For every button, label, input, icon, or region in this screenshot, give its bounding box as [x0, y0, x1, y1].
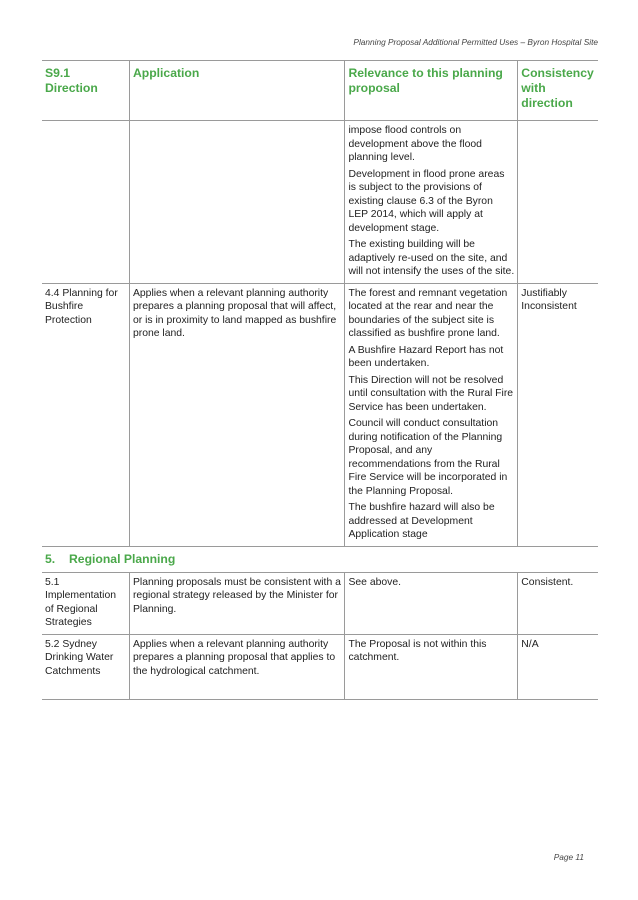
relevance-cell: The Proposal is not within this catchment.	[345, 634, 518, 699]
table-header-row	[42, 61, 598, 121]
relevance-paragraph: The bushfire hazard will also be addressed at Development Application stage	[348, 502, 495, 540]
application-cell: Planning proposals must be consistent with a regional strategy released by the Minister for Planning.	[129, 572, 345, 634]
application-cell	[129, 121, 345, 284]
column-header-direction: S9.1 Direction	[42, 61, 129, 121]
column-header-consistency: Consistency with direction	[518, 61, 598, 121]
relevance-paragraph: A Bushfire Hazard Report has not been undertaken.	[348, 344, 504, 369]
consistency-cell: Justifiably Inconsistent	[518, 283, 598, 546]
direction-cell: 4.4 Planning for Bushfire Protection	[42, 283, 129, 546]
relevance-cell	[345, 121, 518, 284]
section-title: Regional Planning	[69, 551, 176, 566]
consistency-cell	[518, 121, 598, 284]
page-number: Page 11	[553, 852, 584, 862]
section-heading	[42, 546, 598, 572]
direction-cell	[42, 121, 129, 284]
table-row-bushfire	[42, 283, 598, 546]
direction-cell: 5.1 Implementation of Regional Strategies	[42, 572, 129, 634]
relevance-paragraph: The existing building will be adaptively re-used on the site, and will not intensify the uses of the site.	[348, 239, 515, 277]
table-row-flood-continuation	[42, 121, 598, 284]
relevance-cell: See above.	[345, 572, 518, 634]
table-row-regional-strategies	[42, 572, 598, 634]
section-heading-row	[42, 546, 598, 572]
s9-1-directions-table	[42, 60, 598, 700]
table-row-drinking-water	[42, 634, 598, 699]
direction-cell: 5.2 Sydney Drinking Water Catchments	[42, 634, 129, 699]
page-header: Planning Proposal Additional Permitted Uses – Byron Hospital Site	[353, 37, 598, 47]
application-cell: Applies when a relevant planning authority prepares a planning proposal that applies to the hydrological catchment.	[129, 634, 345, 699]
relevance-paragraph: Council will conduct consultation during notification of the Planning Proposal, and any recommendations from the Rural Fire Service will be incorporated in the Planning Proposal.	[348, 418, 508, 497]
section-number: 5.	[45, 551, 56, 566]
relevance-paragraph: This Direction will not be resolved until consultation with the Rural Fire Service has been undertaken.	[348, 374, 514, 413]
column-header-relevance: Relevance to this planning proposal	[345, 61, 518, 121]
relevance-paragraph: The forest and remnant vegetation located at the rear and near the boundaries of the subject site is classified as bushfire prone land.	[348, 287, 508, 339]
relevance-paragraph: impose flood controls on development above the flood planning level.	[348, 125, 482, 163]
relevance-cell	[345, 283, 518, 546]
consistency-cell: Consistent.	[518, 572, 598, 634]
column-header-application: Application	[129, 61, 345, 121]
consistency-cell: N/A	[518, 634, 598, 699]
application-cell: Applies when a relevant planning authority prepares a planning proposal that will affect, or is in proximity to land mapped as bushfire prone land.	[129, 283, 345, 546]
relevance-paragraph: Development in flood prone areas is subject to the provisions of existing clause 6.3 of the Byron LEP 2014, which will apply at development stage.	[348, 168, 505, 234]
